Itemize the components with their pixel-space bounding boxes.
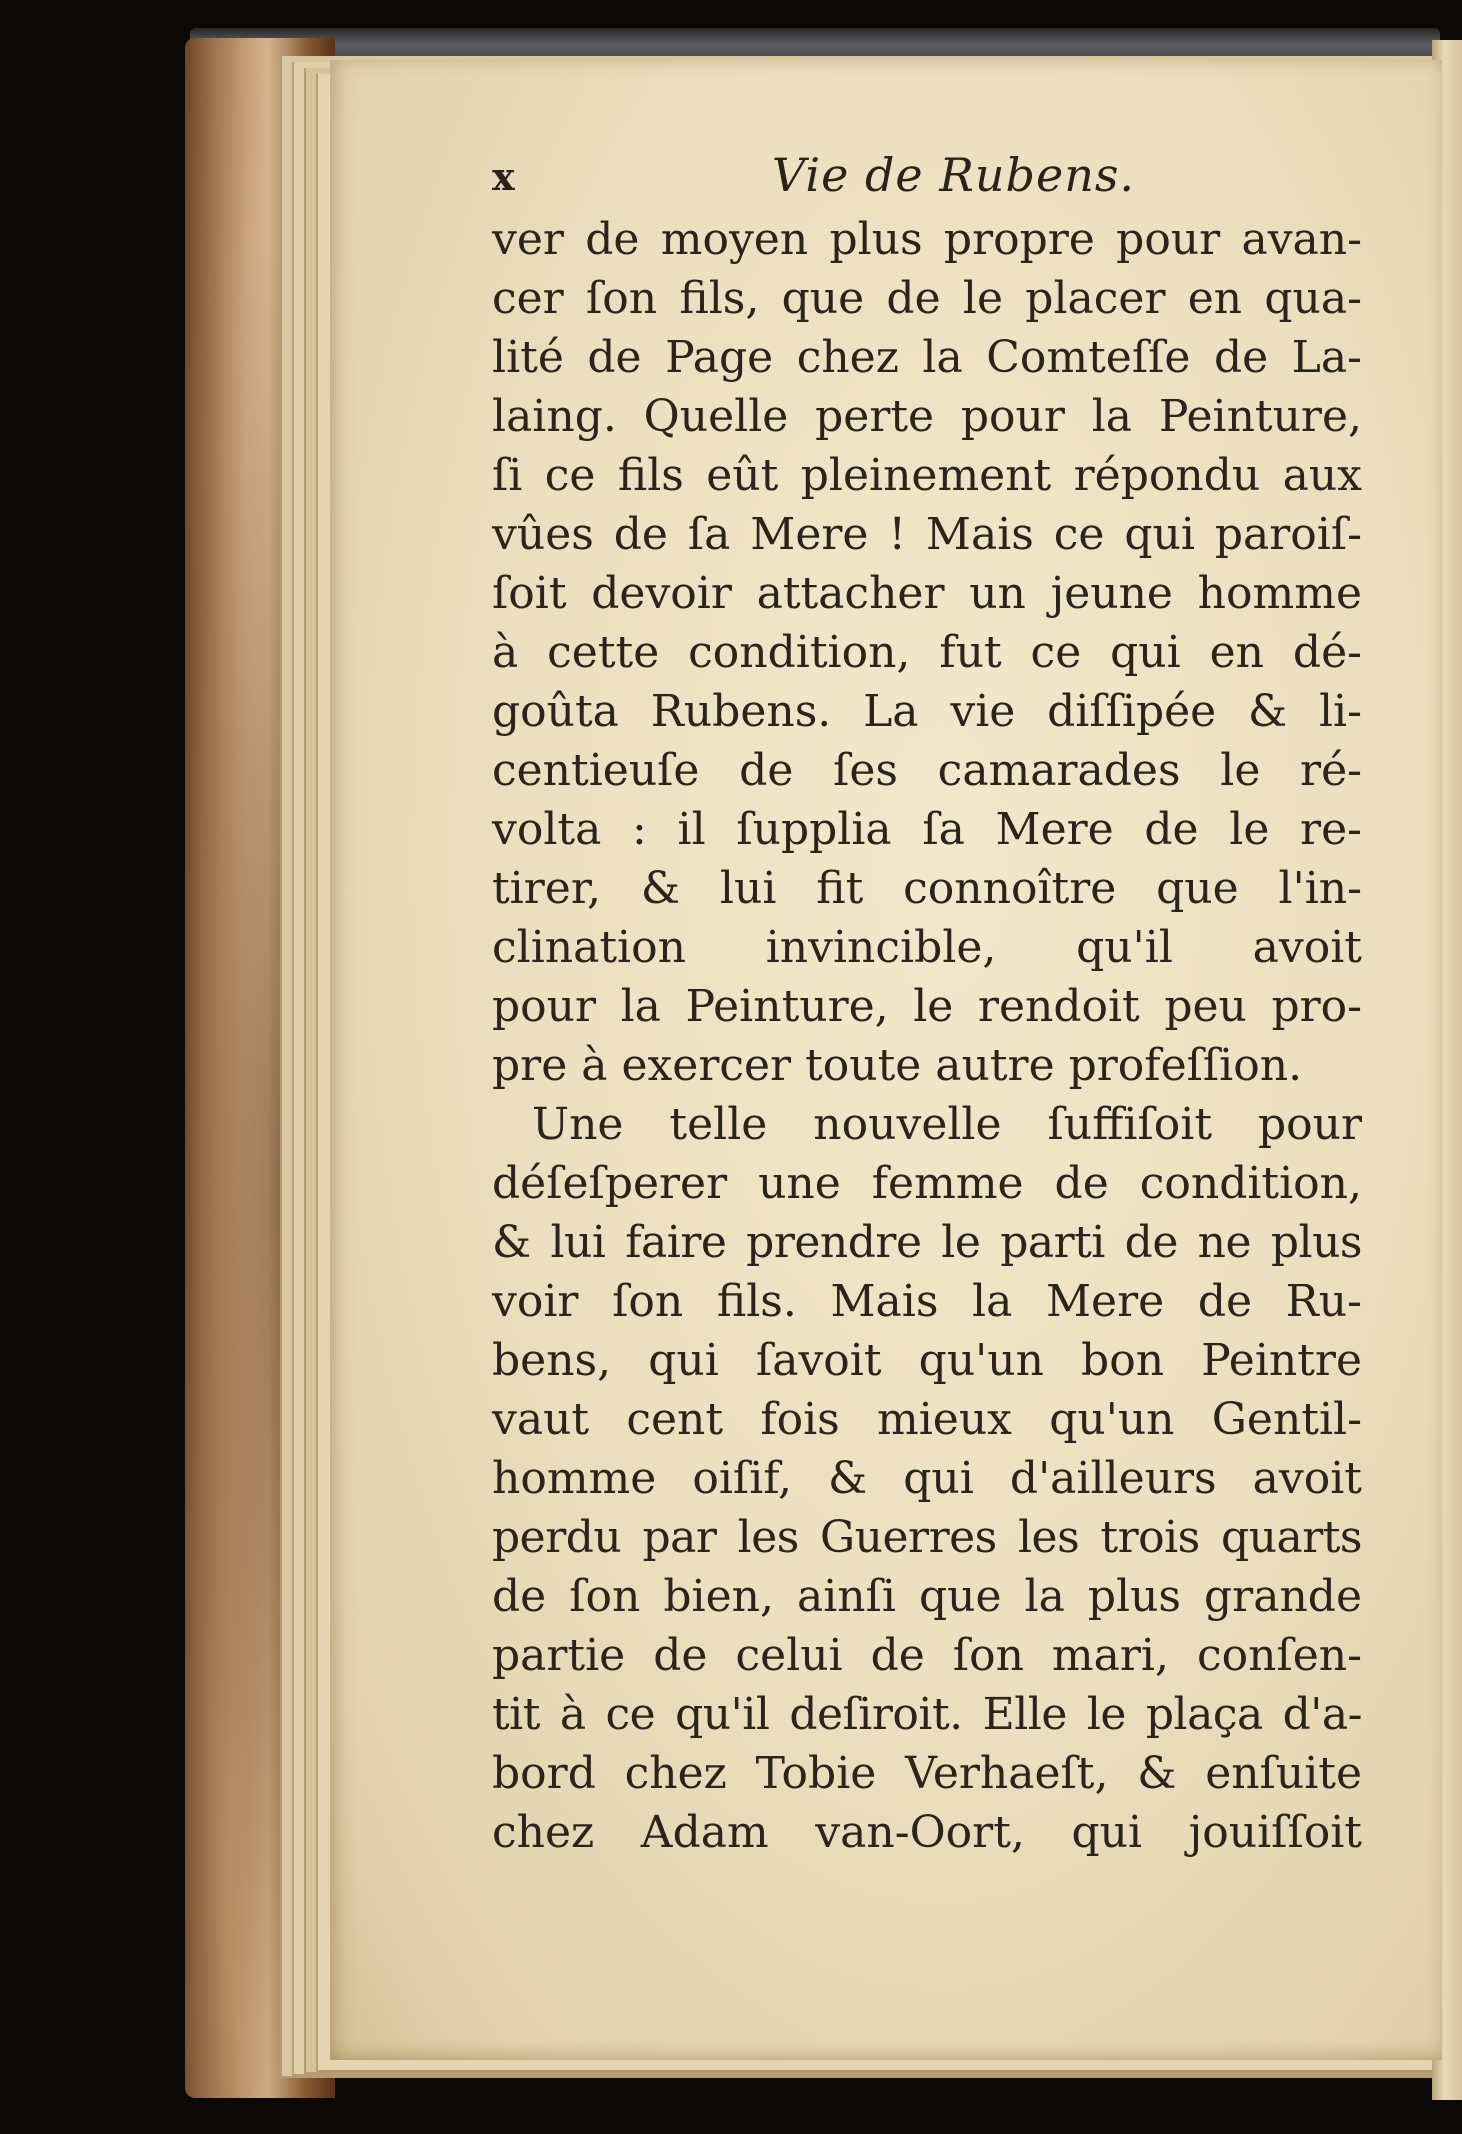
text-line: partie de celui de ſon mari, conſen- <box>492 1630 1362 1681</box>
text-line: cer ſon fils, que de le placer en qua- <box>492 273 1362 324</box>
text-line: à cette condition, fut ce qui en dé- <box>492 627 1362 678</box>
text-line: bord chez Tobie Verhaeſt, & enſuite <box>492 1748 1362 1799</box>
text-line: Une telle nouvelle ſuffiſoit pour <box>532 1099 1362 1150</box>
text-line: ſi ce fils eût pleinement répondu aux <box>492 450 1362 501</box>
text-line: ver de moyen plus propre pour avan- <box>492 214 1362 265</box>
text-line: ſoit devoir attacher un jeune homme <box>492 568 1362 619</box>
text-line: homme oiſif, & qui d'ailleurs avoit <box>492 1453 1362 1504</box>
text-line: centieuſe de ſes camarades le ré- <box>492 745 1362 796</box>
text-line: & lui faire prendre le parti de ne plus <box>492 1217 1362 1268</box>
text-line: bens, qui ſavoit qu'un bon Peintre <box>492 1335 1362 1386</box>
text-line: perdu par les Guerres les trois quarts <box>492 1512 1362 1563</box>
text-line: tirer, & lui fit connoître que l'in- <box>492 863 1362 914</box>
text-line: pour la Peinture, le rendoit peu pro- <box>492 981 1362 1032</box>
text-line: clination invincible, qu'il avoit <box>492 922 1362 973</box>
text-line: vaut cent fois mieux qu'un Gentil- <box>492 1394 1362 1445</box>
running-title: Vie de Rubens. <box>772 148 1136 202</box>
page-number: x <box>492 154 515 199</box>
text-line: chez Adam van-Oort, qui jouiſſoit <box>492 1807 1362 1858</box>
text-line: lité de Page chez la Comteſſe de La- <box>492 332 1362 383</box>
text-line: tit à ce qu'il deſiroit. Elle le plaça d'a- <box>492 1689 1362 1740</box>
text-line: pre à exercer toute autre profeſſion. <box>492 1040 1303 1091</box>
text-line: vûes de ſa Mere ! Mais ce qui paroiſ- <box>492 509 1362 560</box>
text-line: goûta Rubens. La vie diſſipée & li- <box>492 686 1362 737</box>
text-line: déſeſperer une femme de condition, <box>492 1158 1362 1209</box>
text-line: voir ſon fils. Mais la Mere de Ru- <box>492 1276 1362 1327</box>
body-text <box>492 210 1362 1862</box>
text-line: volta : il ſupplia ſa Mere de le re- <box>492 804 1362 855</box>
text-line: de ſon bien, ainſi que la plus grande <box>492 1571 1362 1622</box>
text-line: laing. Quelle perte pour la Peinture, <box>492 391 1362 442</box>
page-header <box>492 148 1292 208</box>
